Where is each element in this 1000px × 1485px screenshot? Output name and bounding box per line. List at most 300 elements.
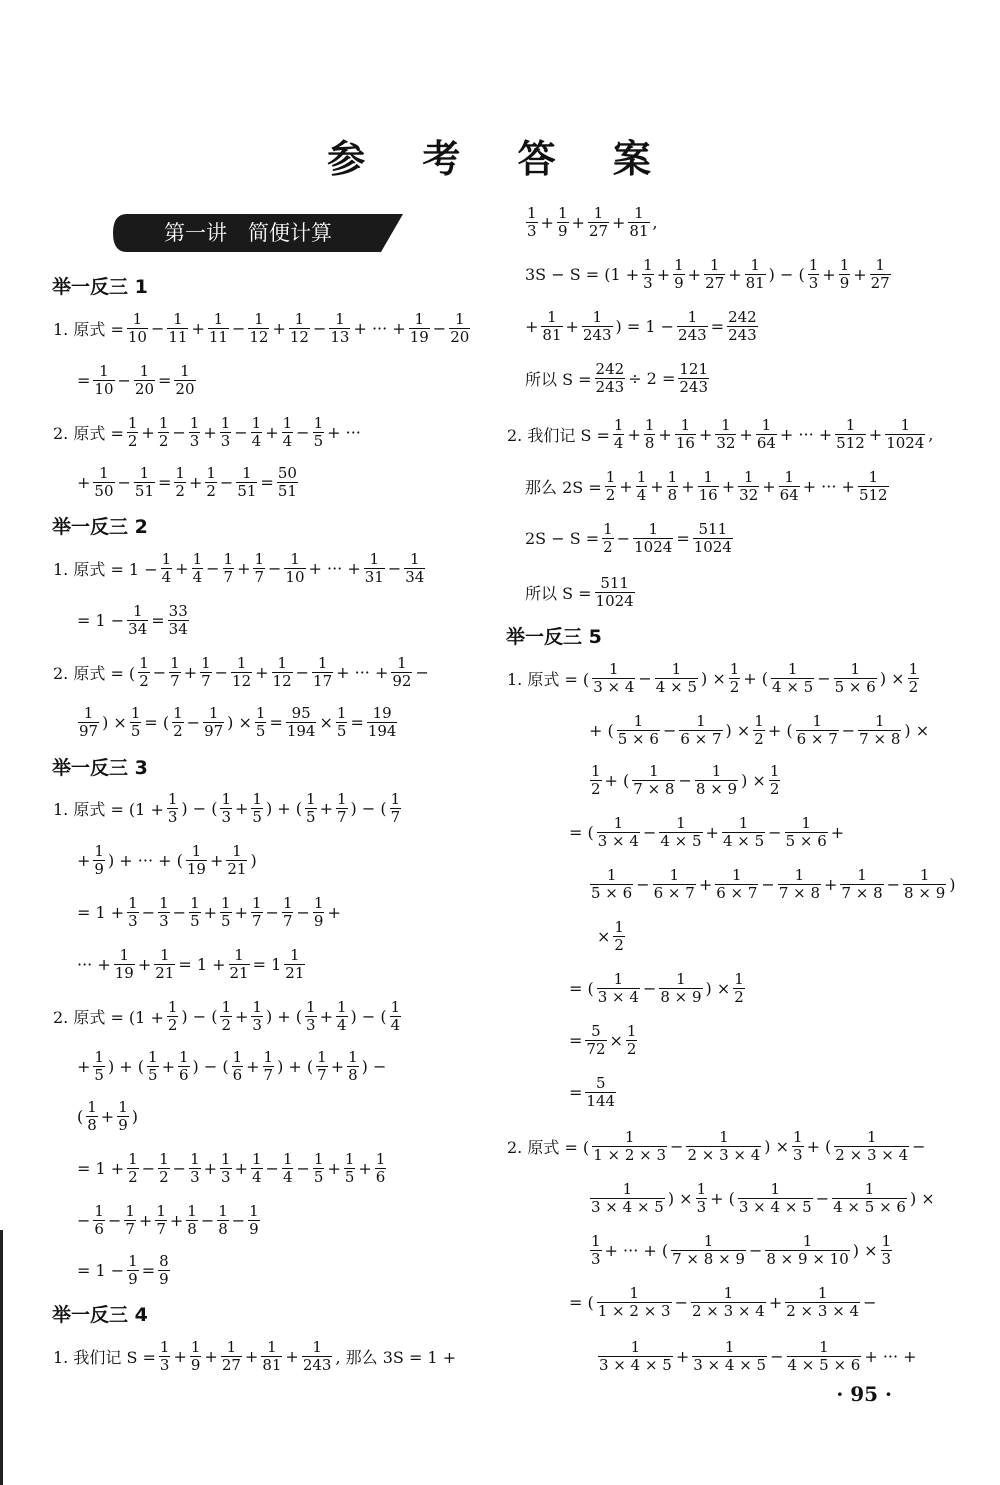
math-text: = 1	[252, 954, 282, 974]
denominator: 20	[450, 327, 470, 346]
numerator: 1	[676, 969, 686, 988]
numerator: 1	[161, 549, 172, 568]
math-text: +	[650, 476, 664, 496]
numerator: 1	[87, 1097, 97, 1116]
numerator: 1	[232, 841, 242, 860]
fraction	[336, 791, 348, 826]
denominator: 2	[605, 485, 616, 504]
numerator: 1	[348, 1047, 358, 1066]
math-text: ) ×	[741, 770, 766, 790]
numerator: 1	[591, 1231, 601, 1250]
numerator: 1	[158, 413, 169, 432]
fraction	[168, 603, 189, 638]
denominator: 6	[232, 1065, 243, 1084]
math-text: )	[131, 1106, 138, 1126]
numerator: 1	[390, 997, 401, 1016]
solution-line	[568, 1280, 877, 1324]
denominator: 4	[636, 485, 647, 504]
denominator: 21	[155, 963, 175, 982]
denominator: 2	[614, 935, 624, 954]
denominator: 5	[148, 1065, 158, 1084]
math-text: +	[571, 212, 585, 232]
denominator: 8	[644, 433, 655, 452]
fraction	[172, 705, 184, 740]
denominator: 3	[643, 273, 653, 292]
math-text: 2. 原式 =	[53, 423, 124, 443]
fraction	[885, 417, 925, 452]
denominator: 97	[79, 721, 99, 740]
denominator: 9	[159, 1269, 169, 1288]
math-text: −	[670, 1136, 684, 1156]
numerator: 1	[156, 1201, 166, 1220]
fraction	[205, 465, 217, 500]
fraction	[756, 417, 777, 452]
fraction	[127, 415, 139, 450]
math-text: ) ×	[764, 1136, 790, 1156]
fraction	[158, 1253, 170, 1288]
fraction	[642, 257, 654, 292]
fraction	[628, 205, 649, 240]
numerator: 1	[94, 841, 104, 860]
fraction	[286, 705, 317, 740]
denominator: 72	[586, 1039, 606, 1058]
denominator: 6 × 7	[653, 883, 695, 902]
fraction	[203, 705, 224, 740]
math-text: +	[768, 1292, 783, 1312]
numerator: 1	[167, 789, 178, 808]
math-text: +	[137, 954, 152, 974]
numerator: 1	[221, 1149, 231, 1168]
math-text: −	[200, 1210, 215, 1230]
math-text: −	[616, 528, 631, 548]
numerator: 1	[857, 865, 867, 884]
solution-line	[506, 656, 921, 700]
denominator: 51	[277, 481, 297, 500]
math-text: −	[77, 1210, 91, 1230]
fraction	[134, 363, 155, 398]
solution-line	[588, 1228, 894, 1272]
math-text: +	[698, 874, 713, 894]
math-text: +	[173, 1346, 187, 1366]
fraction	[592, 661, 635, 696]
fraction	[217, 1203, 229, 1238]
numerator: 1	[173, 309, 183, 328]
solution-line	[52, 650, 430, 694]
math-text: ) ×	[909, 1188, 935, 1208]
fraction	[93, 363, 114, 398]
numerator: 1	[252, 997, 262, 1016]
denominator: 4	[390, 1015, 401, 1034]
fraction	[598, 1339, 673, 1374]
math-text: +	[265, 422, 279, 442]
math-text: ) ×	[852, 1240, 878, 1260]
math-text: = 1 +	[77, 902, 125, 922]
denominator: 51	[134, 481, 154, 500]
math-text: = 1 −	[77, 1260, 125, 1280]
denominator: 6 × 7	[716, 883, 758, 902]
denominator: 2	[908, 677, 919, 696]
fraction	[189, 415, 201, 450]
numerator: 1	[649, 761, 659, 780]
fraction	[678, 361, 709, 396]
denominator: 3 × 4 × 5	[693, 1355, 767, 1374]
denominator: 2	[167, 1015, 178, 1034]
fraction	[155, 1203, 167, 1238]
section-heading: 举一反三 1	[52, 276, 148, 298]
math-text: ×	[319, 712, 333, 732]
fraction	[313, 415, 325, 450]
page-number: · 95 ·	[836, 1382, 892, 1406]
numerator: 1	[306, 789, 316, 808]
math-text: + (	[767, 720, 793, 740]
numerator: 1	[159, 1149, 169, 1168]
math-text: =	[710, 316, 725, 336]
math-text: =	[269, 712, 283, 732]
denominator: 5 × 6	[785, 831, 827, 850]
fraction	[232, 1049, 244, 1084]
math-text: )	[949, 874, 956, 894]
fraction	[158, 895, 170, 930]
math-text: +	[237, 558, 251, 578]
numerator: 1	[644, 415, 655, 434]
fraction	[305, 999, 317, 1034]
numerator: 1	[252, 789, 262, 808]
numerator: 1	[99, 361, 109, 380]
numerator: 1	[173, 703, 183, 722]
fraction	[220, 1151, 232, 1186]
numerator: 1	[290, 945, 300, 964]
denominator: 10	[94, 379, 114, 398]
numerator: 1	[605, 467, 616, 486]
math-text: +	[100, 1106, 115, 1126]
denominator: 1024	[693, 537, 732, 556]
math-text: −	[296, 1158, 310, 1178]
fraction	[659, 971, 702, 1006]
math-text: −	[141, 902, 156, 922]
denominator: 7	[263, 1065, 274, 1084]
denominator: 7	[156, 1219, 166, 1238]
math-text: =	[141, 1260, 156, 1280]
numerator: 1	[812, 711, 822, 730]
fraction	[602, 521, 614, 556]
math-text: ) + (	[277, 1056, 314, 1076]
fraction	[704, 257, 725, 292]
denominator: 5 × 6	[617, 729, 659, 748]
numerator: 1	[787, 659, 798, 678]
fraction	[858, 713, 901, 748]
math-text: +	[319, 1006, 333, 1026]
numerator: 1	[313, 893, 324, 912]
fraction	[226, 843, 247, 878]
denominator: 4 × 5	[655, 677, 697, 696]
math-text: ) + (	[265, 1006, 303, 1026]
math-text: =	[158, 472, 172, 492]
math-text: −	[912, 1136, 926, 1156]
numerator: 1	[254, 549, 265, 568]
math-text: ) ×	[705, 978, 731, 998]
numerator: 1	[557, 203, 568, 222]
numerator: 1	[864, 1179, 875, 1198]
numerator: 1	[170, 653, 180, 672]
denominator: 7	[125, 1219, 135, 1238]
chapter-title: 第一讲 简便计算	[164, 221, 332, 245]
math-text: + ··· +	[336, 662, 389, 682]
denominator: 5	[130, 721, 141, 740]
denominator: 4	[282, 431, 293, 450]
math-text: 2S − S =	[525, 528, 600, 548]
math-text: +	[138, 1210, 153, 1230]
fraction	[590, 1181, 665, 1216]
page-edge-mark	[0, 1230, 3, 1485]
fraction	[779, 469, 800, 504]
solution-line	[52, 1334, 457, 1378]
fraction	[367, 705, 398, 740]
denominator: 194	[286, 721, 316, 740]
denominator: 3 × 4	[593, 677, 635, 696]
numerator: 1	[251, 1149, 262, 1168]
numerator: 1	[410, 549, 420, 568]
math-text: −	[748, 1240, 763, 1260]
math-text: ) + (	[107, 1056, 145, 1076]
numerator: 1	[369, 549, 380, 568]
denominator: 5	[306, 807, 316, 826]
numerator: 1	[139, 361, 150, 380]
numerator: 1	[802, 1231, 813, 1250]
denominator: 4	[251, 1167, 262, 1186]
numerator: 1	[336, 703, 347, 722]
math-text: +	[234, 1158, 248, 1178]
math-text: −	[642, 978, 657, 998]
fraction	[138, 655, 150, 690]
denominator: 12	[232, 671, 252, 690]
denominator: 20	[134, 379, 154, 398]
denominator: 16	[675, 433, 695, 452]
solution-line	[568, 1070, 618, 1114]
solution-line	[76, 598, 191, 642]
fraction	[93, 1049, 105, 1084]
math-text: +	[830, 822, 845, 842]
math-text: =	[158, 370, 172, 390]
math-text: −	[214, 662, 229, 682]
fraction	[834, 1129, 909, 1164]
math-text: + ··· +	[864, 1346, 917, 1366]
fraction	[231, 655, 252, 690]
math-text: +	[235, 798, 249, 818]
solution-line	[588, 758, 782, 802]
denominator: 8	[348, 1065, 358, 1084]
fraction	[729, 661, 741, 696]
numerator: 1	[609, 659, 619, 678]
denominator: 7	[251, 911, 262, 930]
fraction	[585, 1023, 606, 1058]
fraction	[588, 205, 609, 240]
numerator: 1	[160, 945, 170, 964]
fraction	[590, 867, 633, 902]
denominator: 7 × 8	[859, 729, 901, 748]
math-text: +	[141, 422, 155, 442]
denominator: 81	[745, 273, 765, 292]
denominator: 34	[168, 619, 188, 638]
math-text: −	[107, 1210, 122, 1230]
fraction	[86, 1099, 98, 1134]
numerator: 19	[372, 703, 392, 722]
fraction	[127, 311, 148, 346]
math-text: , 那么 3S = 1 +	[335, 1347, 457, 1367]
numerator: 1	[130, 703, 141, 722]
numerator: 511	[698, 519, 728, 538]
math-text: +	[235, 1006, 249, 1026]
math-text: ) ×	[102, 712, 127, 732]
fraction	[787, 1339, 862, 1374]
numerator: 1	[159, 893, 169, 912]
fraction	[582, 309, 613, 344]
denominator: 3	[189, 431, 200, 450]
section-heading: 举一反三 5	[506, 626, 602, 648]
solution-line	[588, 1176, 936, 1220]
math-text: = (	[569, 822, 594, 842]
denominator: 2	[159, 1167, 169, 1186]
math-text: ) −	[361, 1056, 387, 1076]
denominator: 7	[390, 807, 401, 826]
math-text: −	[296, 422, 310, 442]
denominator: 2	[754, 729, 764, 748]
numerator: 1	[99, 463, 109, 482]
math-text: = 1 −	[77, 610, 125, 630]
fraction	[636, 469, 648, 504]
math-text: +	[319, 798, 333, 818]
denominator: 2	[206, 481, 216, 500]
fraction	[590, 1233, 602, 1268]
fraction	[796, 713, 839, 748]
denominator: 10	[285, 567, 305, 586]
denominator: 3	[793, 1145, 803, 1164]
denominator: 5 × 6	[591, 883, 633, 902]
denominator: 3 × 4 × 5	[599, 1355, 672, 1374]
numerator: 1	[750, 255, 760, 274]
denominator: 3 × 4 × 5	[591, 1197, 664, 1216]
numerator: 50	[277, 463, 297, 482]
numerator: 1	[454, 309, 465, 328]
denominator: 8 × 9	[695, 779, 738, 798]
numerator: 1	[206, 463, 216, 482]
numerator: 1	[220, 413, 231, 432]
numerator: 1	[128, 1149, 138, 1168]
denominator: 1024	[886, 433, 925, 452]
math-text: + ··· +	[779, 424, 833, 444]
math-text: + ··· +	[353, 318, 406, 338]
fraction	[158, 415, 170, 450]
denominator: 3	[591, 1249, 601, 1268]
fraction	[733, 971, 745, 1006]
numerator: 1	[375, 1149, 386, 1168]
math-text: +	[822, 264, 836, 284]
numerator: 1	[119, 945, 130, 964]
math-text: + (	[743, 668, 769, 688]
numerator: 1	[221, 997, 232, 1016]
math-text: +	[853, 264, 867, 284]
denominator: 2	[769, 779, 780, 798]
fraction	[597, 1285, 672, 1320]
math-text: −	[770, 1346, 784, 1366]
numerator: 1	[414, 309, 425, 328]
fraction	[208, 311, 229, 346]
numerator: 8	[159, 1251, 169, 1270]
numerator: 1	[221, 789, 232, 808]
denominator: 5 × 6	[834, 677, 876, 696]
fraction	[114, 947, 135, 982]
denominator: 8	[87, 1115, 97, 1134]
math-text: −	[206, 558, 220, 578]
solution-line	[596, 1334, 918, 1378]
math-text: 所以 S =	[525, 583, 592, 603]
fraction	[154, 947, 175, 982]
denominator: 243	[582, 325, 612, 344]
numerator: 1	[875, 255, 885, 274]
fraction	[174, 363, 195, 398]
numerator: 1	[709, 255, 720, 274]
denominator: 4	[336, 1015, 347, 1034]
math-text: +	[705, 822, 719, 842]
fraction	[336, 999, 348, 1034]
numerator: 1	[128, 1251, 138, 1270]
numerator: 1	[132, 601, 143, 620]
math-text: −	[265, 1158, 279, 1178]
section-heading: 举一反三 3	[52, 757, 148, 779]
numerator: 1	[696, 1179, 707, 1198]
math-text: +	[246, 1056, 260, 1076]
fraction	[391, 655, 412, 690]
numerator: 1	[267, 1337, 277, 1356]
fraction	[375, 1151, 387, 1186]
denominator: 7	[282, 911, 293, 930]
denominator: 5	[313, 431, 324, 450]
fraction	[220, 999, 232, 1034]
denominator: 32	[716, 433, 736, 452]
fraction	[715, 417, 736, 452]
denominator: 27	[221, 1355, 241, 1374]
denominator: 81	[262, 1355, 282, 1374]
math-text: −	[387, 558, 402, 578]
denominator: 5	[344, 1167, 355, 1186]
numerator: 1	[139, 653, 149, 672]
fraction	[832, 1181, 907, 1216]
math-text: +	[272, 318, 286, 338]
denominator: 3 × 4	[597, 831, 639, 850]
fraction	[251, 895, 263, 930]
section-heading: 举一反三 2	[52, 516, 148, 538]
math-text: +	[728, 264, 742, 284]
denominator: 5	[255, 721, 266, 740]
math-text: =	[151, 610, 165, 630]
numerator: 1	[793, 1127, 803, 1146]
denominator: 51	[237, 481, 257, 500]
fraction	[161, 551, 173, 586]
fraction	[93, 843, 105, 878]
math-text: ×	[597, 926, 611, 946]
numerator: 1	[711, 761, 722, 780]
denominator: 12	[289, 327, 309, 346]
solution-line	[76, 1198, 262, 1242]
math-text: −	[117, 370, 131, 390]
math-text: ) − (	[181, 1006, 218, 1026]
numerator: 1	[148, 1047, 158, 1066]
denominator: 3	[167, 807, 178, 826]
fraction	[200, 655, 212, 690]
numerator: 1	[900, 415, 911, 434]
math-text: −	[172, 902, 187, 922]
fraction	[613, 417, 625, 452]
denominator: 9	[557, 221, 568, 240]
